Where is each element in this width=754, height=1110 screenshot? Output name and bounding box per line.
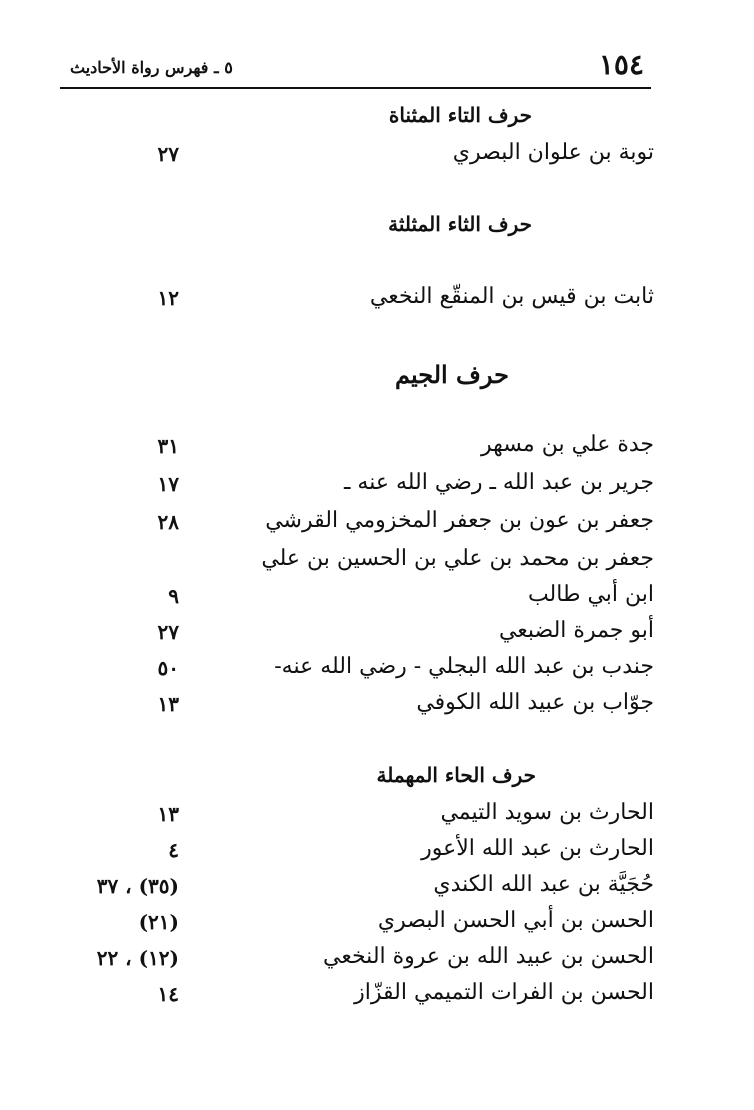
entry-name: جعفر بن عون بن جعفر المخزومي القرشي: [265, 508, 654, 533]
section-heading: حرف الثاء المثلثة: [388, 212, 532, 236]
entry-ref: (١٢) ، ٢٢: [96, 946, 179, 970]
entry-name: ثابت بن قيس بن المنقّع النخعي: [369, 284, 654, 309]
entry-name: جعفر بن محمد بن علي بن الحسين بن علي: [261, 546, 654, 571]
entry-ref: ٩: [168, 584, 179, 608]
entry-ref: (٢١): [138, 910, 179, 934]
entry-name: الحسن بن الفرات التميمي القزّاز: [354, 980, 654, 1005]
entry-ref: ٥٠: [157, 656, 179, 680]
entry-ref: ١٣: [157, 802, 179, 826]
entry-name: جندب بن عبد الله البجلي - رضي الله عنه-: [274, 654, 654, 679]
entry-name: الحارث بن سويد التيمي: [440, 800, 654, 825]
entry-ref: ٢٨: [157, 510, 179, 534]
entry-name: جرير بن عبد الله ـ رضي الله عنه ـ: [343, 470, 654, 495]
entry-name: أبو جمرة الضبعي: [498, 618, 654, 643]
entry-name: الحارث بن عبد الله الأعور: [421, 836, 654, 861]
entry-name: جوّاب بن عبيد الله الكوفي: [416, 690, 654, 715]
entry-ref: ٣١: [157, 434, 179, 458]
entry-ref: ٢٧: [157, 142, 179, 166]
entry-ref: (٣٥) ، ٣٧: [96, 874, 179, 898]
entry-ref: ١٧: [157, 472, 179, 496]
section-heading: حرف الجيم: [395, 360, 509, 389]
entry-name: الحسن بن عبيد الله بن عروة النخعي: [323, 944, 654, 969]
running-title: ٥ ـ فهرس رواة الأحاديث: [70, 58, 233, 77]
section-heading: حرف الحاء المهملة: [376, 763, 536, 787]
entry-ref: ٢٧: [157, 620, 179, 644]
entry-name: ابن أبي طالب: [527, 582, 654, 607]
entry-name: حُجَيَّة بن عبد الله الكندي: [433, 872, 654, 897]
entry-ref: ١٤: [157, 982, 179, 1006]
entry-ref: ١٣: [157, 692, 179, 716]
entry-name: الحسن بن أبي الحسن البصري: [377, 908, 654, 933]
entry-name: توبة بن علوان البصري: [452, 140, 654, 165]
section-heading: حرف التاء المثناة: [388, 103, 532, 127]
page-number: ١٥٤: [598, 48, 644, 81]
entry-name: جدة علي بن مسهر: [481, 432, 654, 457]
entry-ref: ١٢: [157, 286, 179, 310]
header-rule: [60, 87, 651, 89]
entry-ref: ٤: [168, 838, 179, 862]
